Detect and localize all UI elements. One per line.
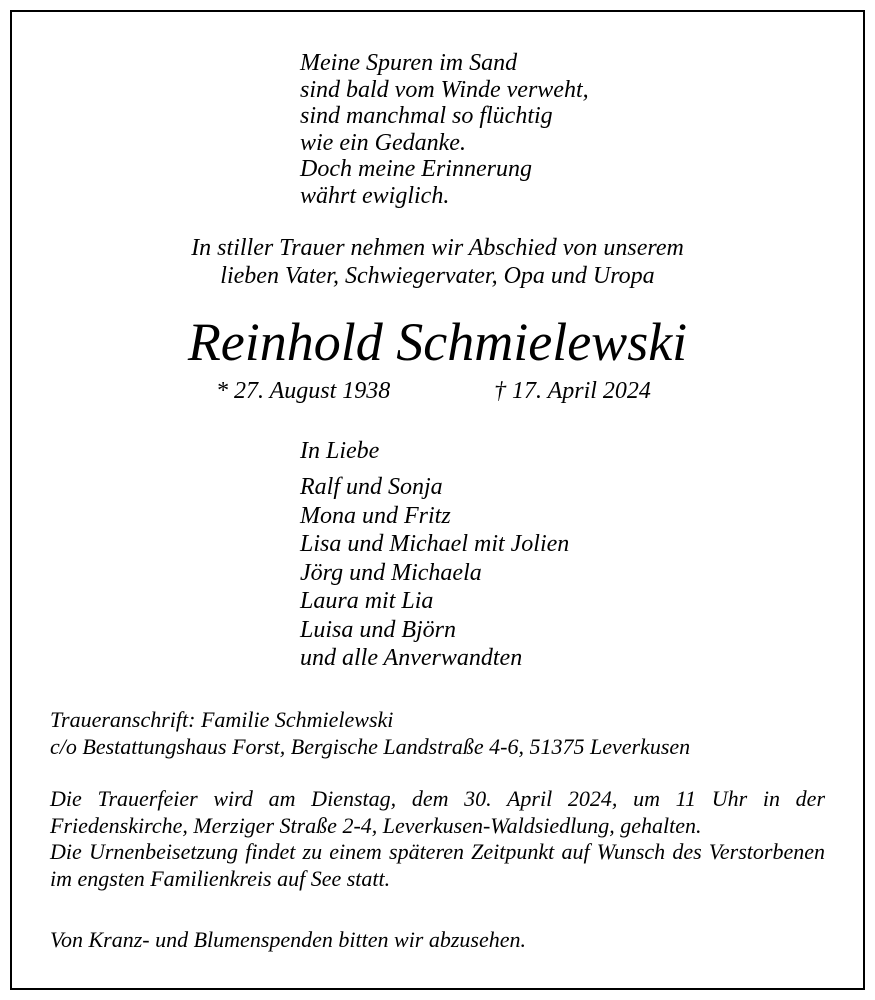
- burial-text: Die Urnenbeisetzung findet zu einem späteren Zeitpunkt auf Wunsch des Verstorbenen im engsten Familienkreis auf See statt.: [50, 839, 825, 891]
- deceased-name: Reinhold Schmielewski: [187, 312, 688, 372]
- family-heading: In Liebe: [300, 438, 380, 464]
- mourner-item: Lisa und Michael mit Jolien: [300, 531, 570, 557]
- ceremony-text: Die Trauerfeier wird am Dienstag, dem 30. April 2024, um 11 Uhr in der Friedenskirche, Merziger Straße 2-4, Leverkusen-Waldsiedlung, gehalten.: [50, 786, 825, 838]
- mourning-address: [50, 706, 690, 760]
- mourner-item: Laura mit Lia: [300, 588, 434, 614]
- poem-line: währt ewiglich.: [300, 182, 450, 209]
- poem-line: sind manchmal so flüchtig: [300, 103, 553, 129]
- service-details: [50, 786, 825, 892]
- mourner-item: Ralf und Sonja: [300, 474, 443, 500]
- intro-line: lieben Vater, Schwiegervater, Opa und Uropa: [220, 263, 655, 289]
- death-date: † 17. April 2024: [494, 378, 651, 404]
- intro-line: In stiller Trauer nehmen wir Abschied von unserem: [191, 235, 684, 261]
- mourners-list: [300, 473, 569, 673]
- closing-note: Von Kranz- und Blumenspenden bitten wir abzusehen.: [50, 927, 527, 952]
- mourner-item: Mona und Fritz: [300, 502, 451, 529]
- address-line: c/o Bestattungshaus Forst, Bergische Landstraße 4-6, 51375 Leverkusen: [50, 734, 691, 759]
- mourner-item: Luisa und Björn: [300, 616, 457, 643]
- poem-line: wie ein Gedanke.: [300, 129, 466, 156]
- mourner-item: Jörg und Michaela: [300, 559, 482, 586]
- address-line: Traueranschrift: Familie Schmielewski: [50, 707, 394, 732]
- poem-line: sind bald vom Winde verweht,: [300, 76, 589, 103]
- poem-line: Doch meine Erinnerung: [300, 156, 532, 182]
- poem: [300, 50, 589, 209]
- poem-line: Meine Spuren im Sand: [300, 50, 518, 76]
- intro-text: [0, 234, 875, 290]
- birth-date: * 27. August 1938: [216, 378, 391, 404]
- mourner-item: und alle Anverwandten: [300, 645, 523, 671]
